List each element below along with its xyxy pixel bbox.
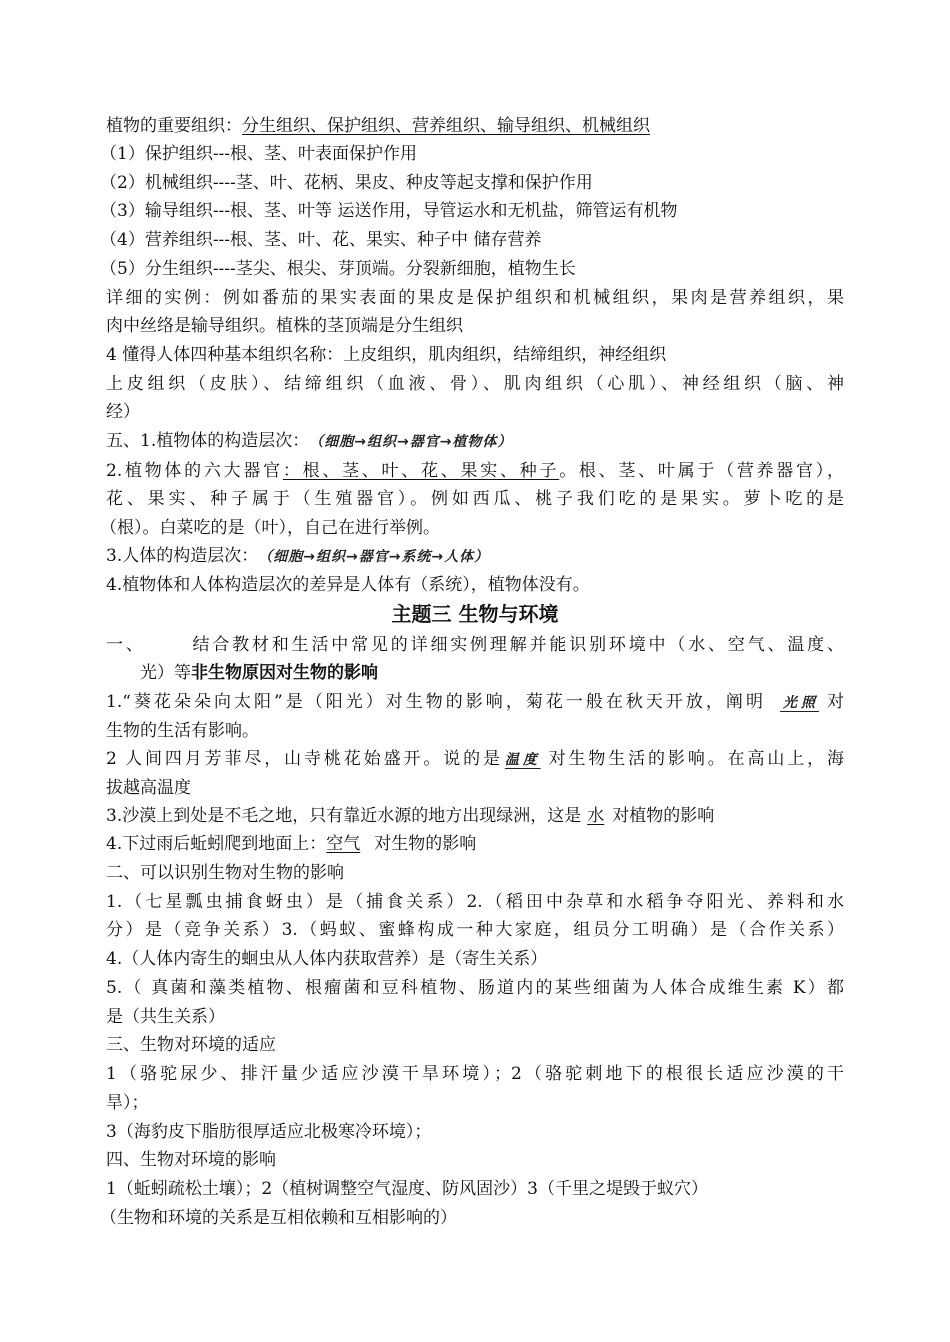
underlined-text: 分生组织、保护组织、营养组织、输导组织、机械组织 <box>242 116 650 136</box>
inline-text: 2.植物体的六大器官 <box>106 461 283 481</box>
text-line: （5）分生组织----茎尖、根尖、芽顶端。分裂新细胞，植物生长 <box>100 259 576 279</box>
inline-text: 。根、茎、叶属于（营养器官）， <box>559 461 845 481</box>
text-line: 生物的生活有影响。 <box>106 721 259 741</box>
handwritten-text: （细胞→组织→器官→系统→人体） <box>258 549 490 565</box>
handwritten-answer: 光照 <box>779 695 820 711</box>
text-line: 旱）； <box>106 1093 149 1113</box>
text-line <box>106 429 512 454</box>
text-line: 1（骆驼尿少、排汗量少适应沙漠干旱环境）；2（骆驼刺地下的根很长适应沙漠的干 <box>106 1064 844 1084</box>
inline-text: 五、1.植物体的构造层次： <box>106 431 310 451</box>
text-line: 1.（七星瓢虫捕食蚜虫）是（捕食关系）2.（稻田中杂草和水稻争夺阳光、养料和水 <box>106 892 844 912</box>
text-line <box>106 804 714 828</box>
inline-text: 植物的重要组织： <box>106 116 242 136</box>
inline-text: 1.“葵花朵朵向太阳”是（阳光）对生物的影响，菊花一般在秋天开放，阐明 <box>106 692 766 712</box>
text-line: 分）是（竞争关系）3.（蚂蚁、蜜蜂构成一种大家庭，组员分工明确）是（合作关系） <box>106 920 844 940</box>
text-line: （根）。白菜吃的是（叶），自己在进行举例。 <box>100 518 440 538</box>
text-line: 4.（人体内寄生的蛔虫从人体内获取营养）是（寄生关系） <box>106 949 548 969</box>
inline-text: 对生物的影响 <box>374 834 477 854</box>
underlined-text: 水 <box>587 806 605 826</box>
text-line <box>106 544 489 569</box>
text-line: 上皮组织（皮肤）、结缔组织（血液、骨）、肌肉组织（心肌）、神经组织（脑、神 <box>106 374 844 394</box>
underlined-text: 空气 <box>326 834 361 854</box>
text-line: 3（海豹皮下脂肪很厚适应北极寒冷环境）； <box>106 1122 432 1142</box>
inline-text: 4.下过雨后蚯蚓爬到地面上： <box>106 834 327 854</box>
bold-text: 非生物原因对生物的影响 <box>191 663 378 683</box>
text-line: 是（共生关系） <box>106 1007 225 1027</box>
text-line: 二、可以识别生物对生物的影响 <box>106 863 344 883</box>
handwritten-text: （细胞→组织→器官→植物体） <box>309 434 513 450</box>
inline-text: 对生物生活的影响。在高山上，海 <box>548 749 844 769</box>
inline-text: 结合教材和生活中常见的详细实例理解并能识别环境中（水、空气、温度、 <box>189 635 845 655</box>
text-line: （生物和环境的关系是互相依赖和互相影响的） <box>100 1208 457 1228</box>
inline-text: 3.沙漠上到处是不毛之地，只有靠近水源的地方出现绿洲，这是 <box>106 806 582 826</box>
text-line: 详细的实例：例如番茄的果实表面的果皮是保护组织和机械组织，果肉是营养组织，果 <box>106 288 844 308</box>
inline-text: 3.人体的构造层次： <box>106 546 259 566</box>
text-line <box>106 633 844 657</box>
text-line: 4 懂得人体四种基本组织名称：上皮组织，肌肉组织，结缔组织，神经组织 <box>106 345 667 365</box>
text-line: 肉中丝络是输导组织。植株的茎顶端是分生组织 <box>106 316 463 336</box>
text-line: 花、果实、种子属于（生殖器官）。例如西瓜、桃子我们吃的是果实。萝卜吃的是 <box>106 489 844 509</box>
handwritten-answer: 温度 <box>504 752 541 768</box>
text-line <box>106 690 844 715</box>
text-line <box>106 459 844 483</box>
text-line <box>106 747 844 772</box>
inline-text: 光）等 <box>140 663 191 683</box>
text-line: （3）输导组织---根、茎、叶等 运送作用，导管运水和无机盐，筛管运有机物 <box>100 201 678 221</box>
inline-text: 一、 <box>106 635 146 655</box>
text-line: 经） <box>106 402 140 422</box>
text-line: 三、生物对环境的适应 <box>106 1035 276 1055</box>
inline-text: 2 人间四月芳菲尽，山寺桃花始盛开。说的是 <box>106 749 503 769</box>
inline-text: 对植物的影响 <box>612 806 715 826</box>
text-line <box>106 832 476 856</box>
text-line: 拔越高温度 <box>106 778 191 798</box>
text-line: （4）营养组织---根、茎、叶、花、果实、种子中 储存营养 <box>100 230 542 250</box>
text-line: 5.（ 真菌和藻类植物、根瘤菌和豆科植物、肠道内的某些细菌为人体合成维生素 K）都 <box>106 978 844 998</box>
text-line <box>140 661 378 685</box>
text-line: （2）机械组织----茎、叶、花柄、果皮、种皮等起支撑和保护作用 <box>100 173 593 193</box>
inline-text: 对 <box>827 692 845 712</box>
text-line: 四、生物对环境的影响 <box>106 1150 276 1170</box>
text-line <box>106 114 650 138</box>
text-line: （1）保护组织---根、茎、叶表面保护作用 <box>100 144 418 164</box>
text-line: 4.植物体和人体构造层次的差异是人体有（系统），植物体没有。 <box>106 575 590 595</box>
section-title: 主题三 生物与环境 <box>391 602 559 626</box>
underlined-text: ：根、茎、叶、花、果实、种子 <box>282 461 560 481</box>
text-line: 1（蚯蚓疏松土壤）；2（植树调整空气湿度、防风固沙）3（千里之堤毁于蚁穴） <box>106 1179 708 1199</box>
